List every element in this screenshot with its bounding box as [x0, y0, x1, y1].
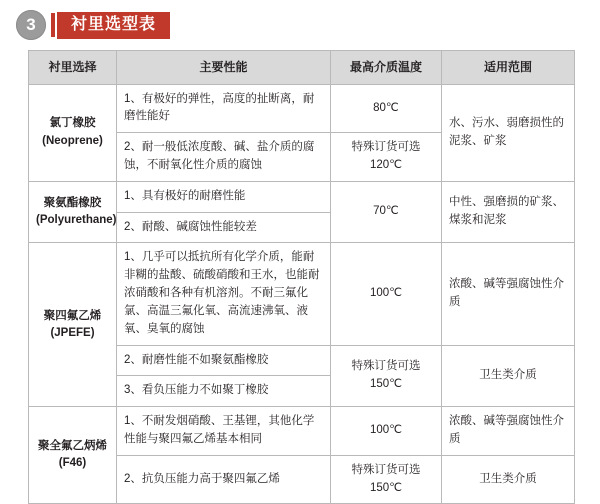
- lining-name-cn: 聚四氟乙烯: [43, 309, 102, 322]
- lining-name-en: (Neoprene): [42, 134, 103, 147]
- lining-selection-table-wrap: [28, 50, 574, 504]
- performance-cell: 1、不耐发烟硝酸、王基锂，其他化学性能与聚四氟乙烯基本相同: [117, 407, 331, 456]
- max-temp-line: 特殊订货可选: [351, 141, 421, 154]
- scope-line: 质: [449, 296, 461, 308]
- lining-selection-table: [28, 50, 575, 504]
- max-temp-line: 特殊订货可选: [351, 360, 421, 373]
- scope-line: 泥浆、矿浆: [449, 134, 507, 147]
- table-row: [29, 407, 575, 456]
- max-temp-cell: [331, 407, 442, 456]
- scope-cell: [442, 407, 575, 456]
- performance-cell: 1、几乎可以抵抗所有化学介质，能耐非糊的盐酸、硫酸硝酸和王水，也能耐浓硝酸和各种有机溶剂。不耐三氟化氯、高温三氟化氧、高流速沸氧、液氧、臭氧的腐蚀: [117, 243, 331, 345]
- lining-name-cell: [29, 407, 117, 504]
- scope-line: 中性、强磨损的矿浆、: [449, 196, 564, 209]
- performance-cell: 2、耐磨性能不如聚氨酯橡胶: [117, 345, 331, 376]
- column-header-max-temp: 最高介质温度: [331, 51, 442, 85]
- lining-name-cell: [29, 84, 117, 181]
- scope-line: 水、污水、弱磨损性的: [449, 116, 564, 129]
- table-header-row: [29, 51, 575, 85]
- performance-cell: 1、有极好的弹性，高度的扯断离，耐磨性能好: [117, 84, 331, 133]
- scope-cell: [442, 243, 575, 345]
- scope-line: 卫生类介质: [479, 368, 537, 381]
- lining-name-en: (Polyurethane): [36, 214, 117, 227]
- performance-cell: 2、耐一般低浓度酸、碱、盐介质的腐蚀，不耐氧化性介质的腐蚀: [117, 133, 331, 182]
- max-temp-cell: [331, 455, 442, 504]
- section-number-badge: 3: [16, 10, 46, 40]
- section-title-wrap: [57, 10, 170, 40]
- scope-cell: [442, 84, 575, 181]
- scope-line: 卫生类介质: [479, 472, 537, 485]
- max-temp-cell: [331, 345, 442, 407]
- scope-line: 质: [449, 432, 461, 445]
- max-temp-line: 100℃: [369, 287, 403, 300]
- lining-name-cn: 聚氨酯橡胶: [43, 196, 102, 209]
- column-header-lining: 衬里选择: [29, 51, 117, 85]
- max-temp-line: 150℃: [369, 481, 403, 494]
- max-temp-line: 150℃: [369, 377, 403, 390]
- table-row: [29, 84, 575, 133]
- section-header: [16, 8, 170, 42]
- lining-name-cn: 聚全氟乙炳烯: [38, 440, 107, 453]
- lining-name-cn: 氯丁橡胶: [49, 117, 96, 130]
- performance-cell: 3、看负压能力不如聚丁橡胶: [117, 376, 331, 407]
- column-header-performance: 主要性能: [117, 51, 331, 85]
- scope-line: 煤浆和泥浆: [449, 214, 507, 227]
- max-temp-cell: [331, 181, 442, 243]
- max-temp-cell: [331, 243, 442, 345]
- max-temp-line: 80℃: [373, 101, 399, 114]
- table-row: [29, 243, 575, 345]
- performance-cell: 2、耐酸、碱腐蚀性能较差: [117, 212, 331, 243]
- page-title: 衬里选型表: [57, 12, 170, 39]
- column-header-scope: 适用范围: [442, 51, 575, 85]
- scope-line: 浓酸、碱等强腐蚀性介: [449, 278, 564, 291]
- scope-cell: [442, 455, 575, 504]
- max-temp-line: 120℃: [369, 159, 403, 172]
- scope-line: 浓酸、碱等强腐蚀性介: [449, 415, 564, 428]
- performance-cell: 2、抗负压能力高于聚四氟乙烯: [117, 455, 331, 504]
- table-row: [29, 181, 575, 212]
- max-temp-line: 70℃: [373, 205, 399, 218]
- scope-cell: [442, 345, 575, 407]
- lining-name-cell: [29, 243, 117, 407]
- lining-name-cell: [29, 181, 117, 243]
- lining-name-en: (F46): [58, 457, 87, 470]
- scope-cell: [442, 181, 575, 243]
- max-temp-line: 100℃: [369, 424, 403, 437]
- lining-name-en: (JPEFE): [50, 326, 95, 339]
- max-temp-line: 特殊订货可选: [351, 463, 421, 476]
- max-temp-cell: [331, 84, 442, 133]
- max-temp-cell: [331, 133, 442, 182]
- performance-cell: 1、具有极好的耐磨性能: [117, 181, 331, 212]
- table-body: [29, 84, 575, 504]
- table-header: [29, 51, 575, 85]
